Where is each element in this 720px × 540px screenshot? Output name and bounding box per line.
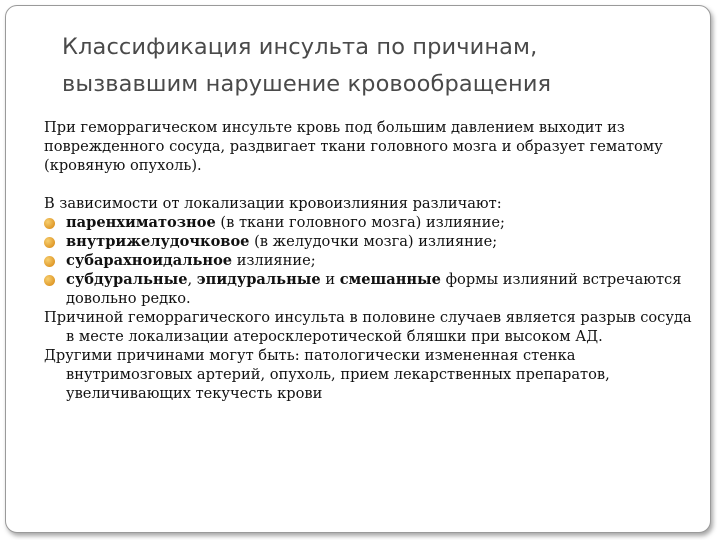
list-item xyxy=(44,232,694,251)
bullet-icon xyxy=(44,256,55,267)
cause-paragraph: Причиной геморрагического инсульта в половине случаев является разрыв сосуда в месте локализации атеросклеротической бляшки при высоком АД. xyxy=(44,309,692,345)
bullet-term: внутрижелудочковое xyxy=(66,233,250,250)
bullet-term: паренхиматозное xyxy=(66,214,216,231)
bullet-term: эпидуральные xyxy=(196,271,321,288)
slide-body xyxy=(44,118,694,403)
title-line-1: Классификация инсульта по причинам, xyxy=(62,34,538,60)
bullet-separator: и xyxy=(320,271,340,288)
bullet-text: излияние; xyxy=(232,252,316,269)
bullet-term: субдуральные xyxy=(66,271,188,288)
bullet-separator: , xyxy=(187,271,197,288)
bullet-term: смешанные xyxy=(339,271,441,288)
other-causes-paragraph: Другими причинами могут быть: патологически измененная стенка внутримозговых артерий, опухоль, прием лекарственных препаратов, увеличивающих текучесть крови xyxy=(44,347,610,402)
paragraph-gap xyxy=(44,175,694,194)
intro-paragraph: При геморрагическом инсульте кровь под большим давлением выходит из поврежденного сосуда, раздвигает ткани головного мозга и образует гематому (кровяную опухоль). xyxy=(44,119,663,174)
list-item xyxy=(44,270,694,308)
bullet-icon xyxy=(44,275,55,286)
bullet-text: формы излияний встречаются довольно редко. xyxy=(66,271,682,307)
bullet-icon xyxy=(44,218,55,229)
list-item xyxy=(44,251,694,270)
title-line-2: вызвавшим нарушение кровообращения xyxy=(62,71,552,97)
list-intro: В зависимости от локализации кровоизлияния различают: xyxy=(44,195,502,212)
bullet-text: (в желудочки мозга) излияние; xyxy=(249,233,498,250)
bullet-icon xyxy=(44,237,55,248)
hemorrhage-types-list xyxy=(44,213,694,308)
list-item xyxy=(44,213,694,232)
bullet-text: (в ткани головного мозга) излияние; xyxy=(215,214,505,231)
bullet-term: субарахноидальное xyxy=(66,252,233,269)
slide-title xyxy=(62,29,692,103)
